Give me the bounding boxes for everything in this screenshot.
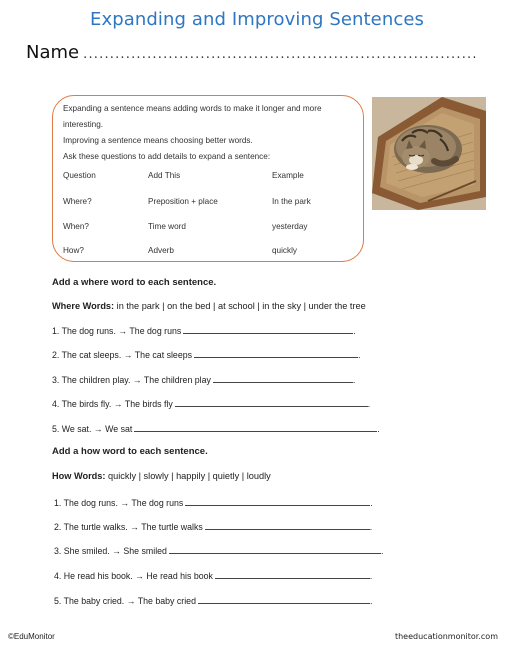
answer-blank[interactable] (169, 545, 381, 554)
question-cell: When? (63, 222, 89, 231)
copyright-footer: ©EduMonitor (8, 632, 55, 641)
header-example: Example (272, 171, 304, 180)
exercise-item: 1. The dog runs. → The dog runs . (52, 326, 356, 336)
exercise-text: 3. The children play. → The children play (52, 375, 211, 385)
table-header-row (63, 171, 363, 185)
answer-blank[interactable] (215, 570, 370, 579)
exercise-text: 5. The baby cried. → The baby cried (54, 596, 196, 606)
table-row (63, 246, 363, 260)
exercise-text: 2. The turtle walks. → The turtle walks (54, 522, 203, 532)
section-heading-where: Add a where word to each sentence. (52, 277, 217, 288)
info-line: Expanding a sentence means adding words to make it longer and more (63, 104, 322, 113)
answer-blank[interactable] (198, 595, 370, 604)
exercise-item: 2. The turtle walks. → The turtle walks . (54, 522, 373, 532)
table-row (63, 222, 363, 236)
question-cell: How? (63, 246, 84, 255)
answer-blank[interactable] (175, 398, 368, 407)
exercise-text: 5. We sat. → We sat (52, 424, 133, 434)
how-word-bank (52, 471, 271, 481)
answer-blank[interactable] (194, 349, 358, 358)
exercise-item: 1. The dog runs. → The dog runs . (54, 498, 373, 508)
question-cell: Where? (63, 197, 92, 206)
exercise-text: 2. The cat sleeps. → The cat sleeps (52, 350, 193, 360)
add-this-cell: Time word (148, 222, 186, 231)
add-this-cell: Adverb (148, 246, 174, 255)
exercise-text: 1. The dog runs. → The dog runs (52, 326, 182, 336)
exercise-text: 4. The birds fly. → The birds fly (52, 399, 173, 409)
answer-blank[interactable] (185, 497, 370, 506)
answer-blank[interactable] (205, 521, 370, 530)
info-line: interesting. (63, 120, 104, 129)
where-word-bank (52, 301, 366, 311)
word-bank-label: How Words: (52, 471, 106, 481)
header-add-this: Add This (148, 171, 181, 180)
name-line (26, 42, 486, 63)
exercise-item: 4. He read his book. → He read his book . (54, 571, 373, 581)
exercise-item: 2. The cat sleeps. → The cat sleeps . (52, 350, 361, 360)
add-this-cell: Preposition + place (148, 197, 218, 206)
answer-blank[interactable] (213, 374, 353, 383)
answer-blank[interactable] (134, 423, 377, 432)
name-write-line: .......................................................................... (83, 47, 478, 62)
section-heading-how: Add a how word to each sentence. (52, 446, 208, 457)
example-cell: quickly (272, 246, 298, 255)
exercise-item: 4. The birds fly. → The birds fly . (52, 399, 371, 409)
exercise-text: 3. She smiled. → She smiled (54, 546, 167, 556)
page-title: Expanding and Improving Sentences (89, 9, 425, 30)
exercise-item: 5. The baby cried. → The baby cried . (54, 596, 373, 606)
answer-blank[interactable] (183, 325, 353, 334)
cat-illustration (372, 97, 486, 210)
info-line: Improving a sentence means choosing better words. (63, 136, 253, 145)
info-line: Ask these questions to add details to expand a sentence: (63, 152, 271, 161)
exercise-item: 5. We sat. → We sat . (52, 424, 380, 434)
word-bank-words: quickly | slowly | happily | quietly | loudly (107, 471, 271, 481)
example-cell: In the park (272, 197, 311, 206)
website-footer: theeducationmonitor.com (394, 632, 498, 641)
exercise-item: 3. She smiled. → She smiled . (54, 546, 384, 556)
exercise-text: 1. The dog runs. → The dog runs (54, 498, 184, 508)
sleeping-cat-photo (372, 97, 486, 210)
info-box (52, 95, 364, 262)
word-bank-words: in the park | on the bed | at school | in the sky | under the tree (116, 301, 366, 311)
name-label: Name (26, 42, 80, 63)
table-row (63, 197, 363, 211)
exercise-item: 3. The children play. → The children play . (52, 375, 356, 385)
header-question: Question (63, 171, 96, 180)
word-bank-label: Where Words: (52, 301, 115, 311)
exercise-text: 4. He read his book. → He read his book (54, 571, 213, 581)
example-cell: yesterday (272, 222, 308, 231)
